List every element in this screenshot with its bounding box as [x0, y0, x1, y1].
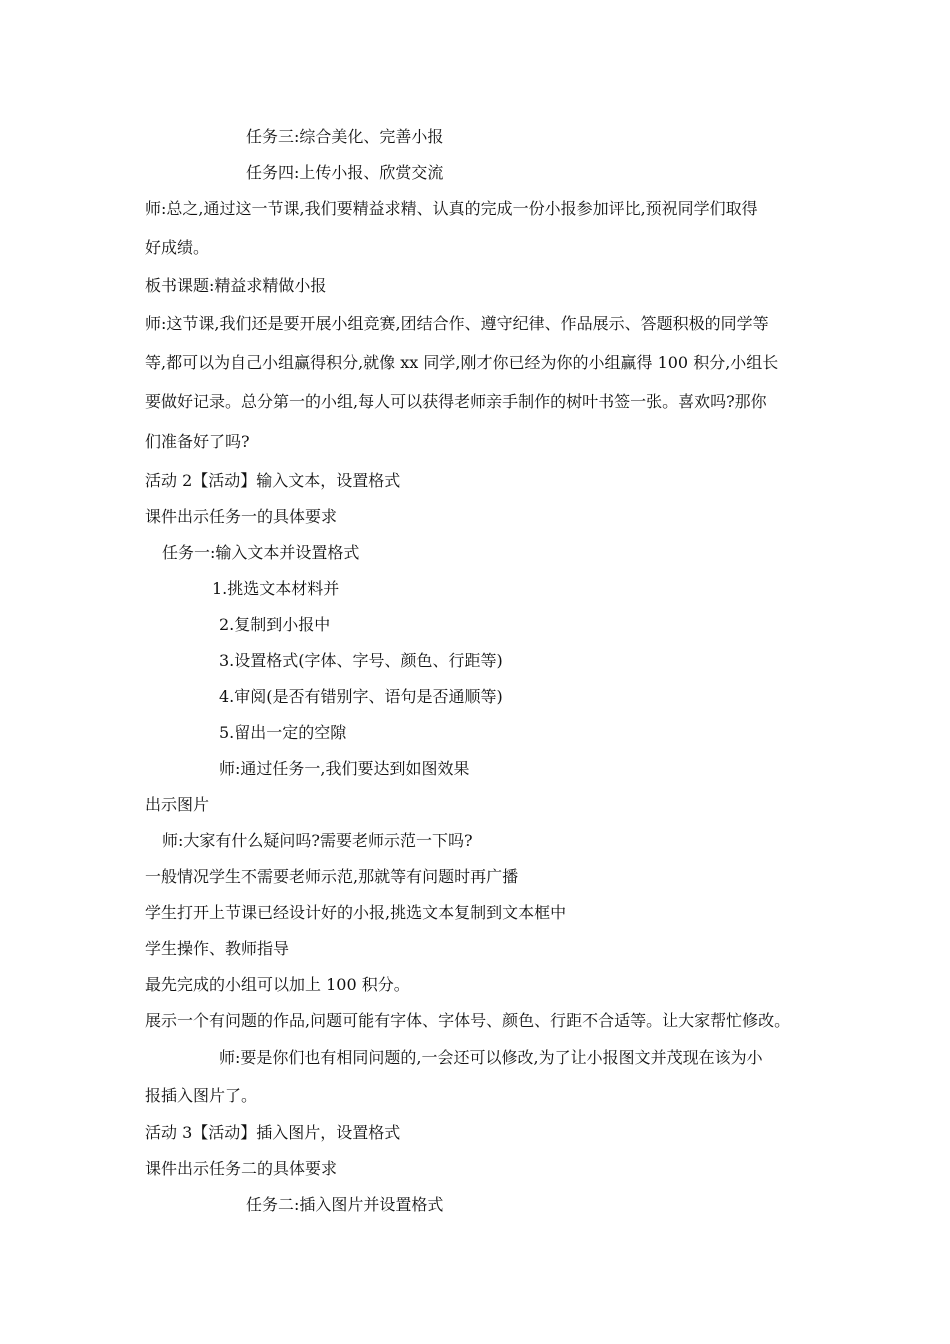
teacher-summary-line-1: 师:总之,通过这一节课,我们要精益求精、认真的完成一份小报参加评比,预祝同学们取得 [145, 199, 758, 218]
task-one-step-5: 5.留出一定的空隙 [219, 723, 347, 742]
teacher-competition-line-4: 们准备好了吗? [145, 432, 250, 451]
task-one-requirements-line: 课件出示任务一的具体要求 [145, 507, 338, 526]
first-finish-points-line: 最先完成的小组可以加上 100 积分。 [145, 975, 410, 994]
teacher-question-line: 师:大家有什么疑问吗?需要老师示范一下吗? [162, 831, 473, 850]
activity-3-heading: 活动 3【活动】插入图片，设置格式 [145, 1123, 401, 1142]
student-open-line: 学生打开上节课已经设计好的小报,挑选文本复制到文本框中 [145, 903, 567, 922]
blackboard-title-line: 板书课题:精益求精做小报 [145, 276, 327, 295]
teacher-competition-line-3: 要做好记录。总分第一的小组,每人可以获得老师亲手制作的树叶书签一张。喜欢吗?那你 [145, 392, 767, 411]
teacher-competition-line-2: 等,都可以为自己小组赢得积分,就像 xx 同学,刚才你已经为你的小组赢得 100 积分,小组长 [145, 353, 779, 372]
teacher-competition-line-1: 师:这节课,我们还是要开展小组竞赛,团结合作、遵守纪律、作品展示、答题积极的同学等 [145, 314, 769, 333]
teacher-modify-line-2: 报插入图片了。 [145, 1086, 258, 1105]
student-operation-line: 学生操作、教师指导 [145, 939, 290, 958]
show-picture-line: 出示图片 [145, 795, 210, 814]
teacher-task-one-effect-line: 师:通过任务一,我们要达到如图效果 [219, 759, 470, 778]
show-problem-work-line: 展示一个有问题的作品,问题可能有字体、字体号、颜色、行距不合适等。让大家帮忙修改。 [145, 1011, 791, 1030]
task-one-step-3: 3.设置格式(字体、字号、颜色、行距等) [219, 651, 503, 670]
task-one-title: 任务一:输入文本并设置格式 [162, 543, 360, 562]
activity-2-heading: 活动 2【活动】输入文本，设置格式 [145, 471, 401, 490]
teacher-summary-line-2: 好成绩。 [145, 238, 210, 257]
task-one-step-1: 1.挑选文本材料并 [212, 579, 340, 598]
teacher-modify-line-1: 师:要是你们也有相同问题的,一会还可以修改,为了让小报图文并茂现在该为小 [219, 1048, 763, 1067]
task-four-line: 任务四:上传小报、欣赏交流 [246, 163, 444, 182]
task-three-line: 任务三:综合美化、完善小报 [246, 127, 444, 146]
task-two-requirements-line: 课件出示任务二的具体要求 [145, 1159, 338, 1178]
task-one-step-2: 2.复制到小报中 [219, 615, 331, 634]
no-demo-line: 一般情况学生不需要老师示范,那就等有问题时再广播 [145, 867, 519, 886]
task-two-title: 任务二:插入图片并设置格式 [246, 1195, 444, 1214]
task-one-step-4: 4.审阅(是否有错别字、语句是否通顺等) [219, 687, 503, 706]
